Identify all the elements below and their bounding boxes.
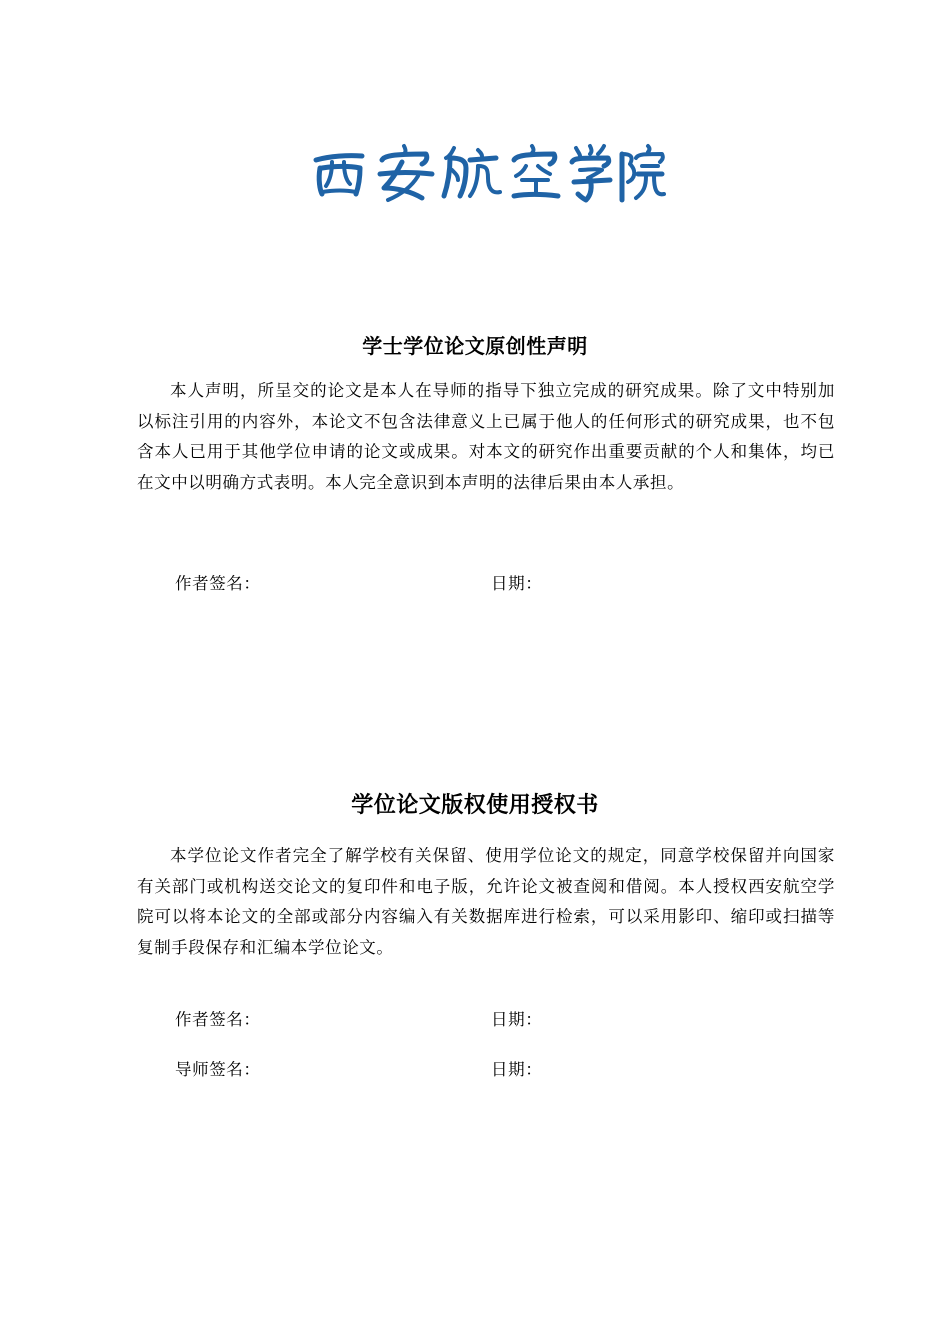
calligraphy-logo-image	[310, 138, 666, 206]
authorization-author-date-label: 日期：	[491, 1010, 543, 1029]
declaration-body: 本人声明，所呈交的论文是本人在导师的指导下独立完成的研究成果。除了文中特别加以标注引用的内容外，本论文不包含法律意义上已属于他人的任何形式的研究成果，也不包含本人已用于其他学位申请的论文或成果。对本文的研究作出重要贡献的个人和集体，均已在文中以明确方式表明。本人完全意识到本声明的法律后果由本人承担。	[137, 381, 835, 492]
authorization-title: 学位论文版权使用授权书	[351, 793, 599, 818]
authorization-author-signature-label: 作者签名：	[175, 1010, 261, 1029]
authorization-supervisor-signature-label: 导师签名：	[175, 1060, 261, 1079]
declaration-title: 学士学位论文原创性声明	[362, 334, 588, 358]
university-logo	[310, 138, 666, 206]
declaration-date-label: 日期：	[491, 574, 543, 593]
authorization-supervisor-date-label: 日期：	[491, 1060, 543, 1079]
declaration-author-signature-label: 作者签名：	[175, 574, 261, 593]
authorization-body: 本学位论文作者完全了解学校有关保留、使用学位论文的规定，同意学校保留并向国家有关部门或机构送交论文的复印件和电子版，允许论文被查阅和借阅。本人授权西安航空学院可以将本论文的全部或部分内容编入有关数据库进行检索，可以采用影印、缩印或扫描等复制手段保存和汇编本学位论文。	[137, 846, 835, 957]
